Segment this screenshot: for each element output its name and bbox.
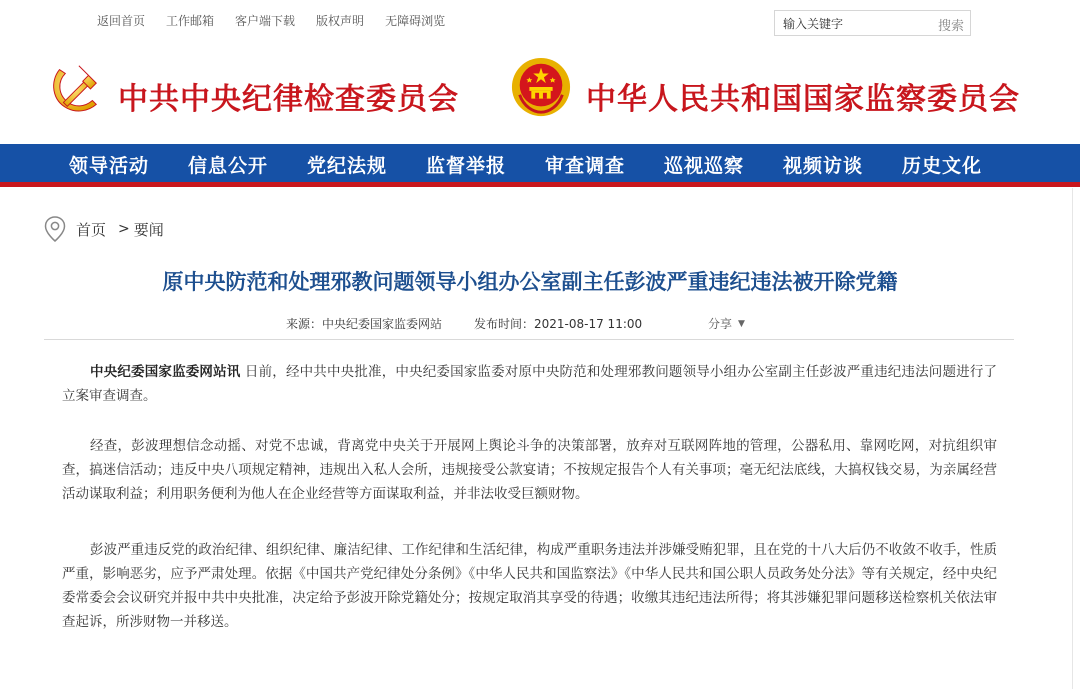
search-button[interactable]: 搜索 [937,19,964,34]
nav-item-video[interactable]: 视频访谈 [783,155,864,177]
cpc-commission-title: 中共中央纪律检查委员会 [118,82,459,117]
article-paragraph-1-text: 日前，经中共中央批准，中央纪委国家监委对原中央防范和处理邪教问题领导小组办公室副主任彭波严重违纪违法问题进行了立案审查调查。 [62,364,997,404]
search-input[interactable] [783,15,923,33]
national-emblem-icon [510,56,572,118]
top-link-home[interactable]: 返回首页 [97,14,146,28]
search-box [774,10,971,36]
nav-item-investigation[interactable]: 审查调查 [545,155,626,177]
top-links [97,12,466,29]
nav-red-stripe [0,182,1080,187]
location-pin-icon [44,216,66,242]
top-link-app-download[interactable]: 客户端下载 [235,14,296,28]
top-link-copyright[interactable]: 版权声明 [316,14,365,28]
chevron-down-icon: ▼ [738,318,745,329]
party-emblem-icon [46,58,104,116]
top-link-mail[interactable]: 工作邮箱 [166,14,215,28]
supervision-commission-title: 中华人民共和国国家监察委员会 [586,82,1020,117]
top-utility-bar [0,0,1080,40]
share-button[interactable] [708,315,745,332]
article-paragraph-2: 经查，彭波理想信念动摇、对党不忠诚，背离党中央关于开展网上舆论斗争的决策部署，放弃对互联网阵地的管理，公器私用、靠网吃网，对抗组织审查，搞迷信活动；违反中央八项规定精神，违规出入私人会所，违规接受公款宴请；不按规定报告个人有关事项；毫无纪法底线，大搞权钱交易，为亲属经营活动谋取利益；利用职务便利为他人在企业经营等方面谋取利益，并非法收受巨额财物。 [62,438,997,502]
article-lead-source: 中央纪委国家监委网站讯 [90,364,241,380]
nav-item-information[interactable]: 信息公开 [188,155,269,177]
meta-divider [44,339,1014,340]
article-publish-time: 发布时间：2021-08-17 11:00 [474,317,643,331]
nav-item-history[interactable]: 历史文化 [902,155,983,177]
article-source: 来源：中央纪委国家监委网站 [286,317,443,331]
article-paragraph-1 [62,360,997,408]
share-label: 分享 [708,317,733,331]
breadcrumb-home[interactable]: 首页 [76,220,107,239]
breadcrumb-separator: > [118,221,130,237]
nav-item-report[interactable]: 监督举报 [426,155,507,177]
top-link-accessibility[interactable]: 无障碍浏览 [385,14,446,28]
nav-item-leadership[interactable]: 领导活动 [69,155,150,177]
page-right-border [1072,188,1073,689]
nav-item-inspection[interactable]: 巡视巡察 [664,155,745,177]
nav-item-regulations[interactable]: 党纪法规 [307,155,388,177]
breadcrumb [44,216,164,242]
article-paragraph-3: 彭波严重违反党的政治纪律、组织纪律、廉洁纪律、工作纪律和生活纪律，构成严重职务违法并涉嫌受贿犯罪，且在党的十八大后仍不收敛不收手，性质严重，影响恶劣，应予严肃处理。依据《中国共产党纪律处分条例》《中华人民共和国监察法》《中华人民共和国公职人员政务处分法》等有关规定，经中央纪委常委会会议研究并报中共中央批准，决定给予彭波开除党籍处分；按规定取消其享受的待遇；收缴其违纪违法所得；将其涉嫌犯罪问题移送检察机关依法审查起诉，所涉财物一并移送。 [62,542,997,630]
article-title: 原中央防范和处理邪教问题领导小组办公室副主任彭波严重违纪违法被开除党籍 [162,270,898,294]
header-banner [0,40,1080,144]
main-nav [0,144,1080,182]
breadcrumb-current[interactable]: 要闻 [133,220,164,239]
